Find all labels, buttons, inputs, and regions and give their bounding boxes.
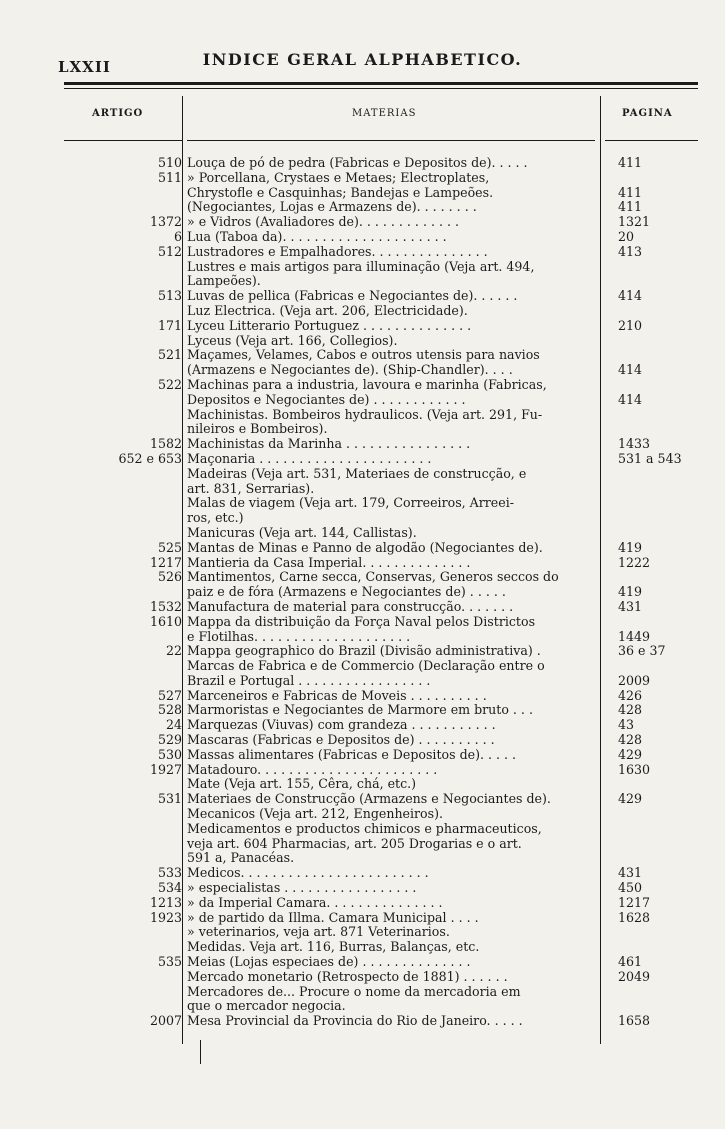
column-header-materias: MATERIAS [352,108,417,119]
index-artigo: 527 [157,687,182,703]
index-materia: Marceneiros e Fabricas de Moveis . . . . . . . . . . [187,687,487,703]
index-materia: Luvas de pellica (Fabricas e Negociantes de). . . . . . [187,288,518,304]
index-pagina: 431 [618,865,643,881]
index-pagina: 1321 [618,214,651,230]
index-pagina: 414 [618,362,643,378]
index-row [0,186,725,201]
index-artigo: 1217 [149,554,182,570]
index-row [0,422,725,437]
index-pagina: 1630 [618,761,651,777]
index-row [0,630,725,645]
index-row [0,319,725,334]
index-materia: Maçames, Velames, Cabos e outros utensis para navios [187,347,540,363]
index-row [0,156,725,171]
index-row [0,245,725,260]
index-row [0,215,725,230]
index-materia: Louça de pó de pedra (Fabricas e Depositos de). . . . . [187,155,528,170]
index-row [0,556,725,571]
index-artigo: 1927 [149,761,182,777]
index-row [0,585,725,600]
index-artigo: 535 [157,954,182,970]
index-materia: Lustres e mais artigos para illuminação (Veja art. 494, [187,258,535,274]
index-table [0,156,725,1029]
index-row [0,289,725,304]
index-row [0,866,725,881]
index-materia: Marcas de Fabrica e de Commercio (Declaração entre o [187,658,545,674]
index-artigo: 512 [157,243,182,259]
index-artigo: 171 [157,317,182,333]
page-title: INDICE GERAL ALPHABETICO. [202,50,523,69]
index-row [0,334,725,349]
index-materia: Manicuras (Veja art. 144, Callistas). [187,524,417,540]
index-pagina: 2009 [618,672,651,688]
index-row [0,777,725,792]
index-pagina: 210 [618,317,643,333]
index-row [0,911,725,926]
index-materia: Maçonaria . . . . . . . . . . . . . . . . . . . . . . [187,450,432,466]
index-row [0,748,725,763]
index-materia: Lustradores e Empalhadores. . . . . . . . . . . . . . . [187,243,488,259]
index-materia: » veterinarios, veja art. 871 Veterinarios. [187,924,450,940]
index-pagina: 531 a 543 [618,450,682,466]
index-materia: nileiros e Bombeiros). [187,421,328,437]
index-artigo: 510 [157,155,182,170]
index-materia: Massas alimentares (Fabricas e Depositos de). . . . . [187,746,517,762]
index-artigo: 530 [157,746,182,762]
index-pagina: 413 [618,243,643,259]
index-row [0,348,725,363]
index-artigo: 1582 [149,436,182,452]
index-materia: Mesa Provincial da Provincia do Rio de Janeiro. . . . . [187,1013,523,1029]
index-materia: Machinas para a industria, lavoura e marinha (Fabricas, [187,376,547,392]
index-materia: Lampeões). [187,273,261,289]
index-pagina: 429 [618,791,643,807]
index-pagina: 414 [618,391,643,407]
index-pagina: 431 [618,598,643,614]
index-artigo: 2007 [149,1013,182,1029]
index-materia: Depositos e Negociantes de) . . . . . . . . . . . . [187,391,466,407]
index-materia: Mantas de Minas e Panno de algodão (Negociantes de). [187,539,543,555]
index-artigo: 24 [165,717,182,733]
index-row [0,792,725,807]
index-row [0,659,725,674]
index-artigo: 529 [157,732,182,748]
index-row [0,541,725,556]
index-row [0,363,725,378]
index-artigo: 6 [173,228,182,244]
index-row [0,822,725,837]
index-pagina: 428 [618,702,643,718]
index-row [0,837,725,852]
index-artigo: 513 [157,288,182,304]
index-materia: paiz e de fóra (Armazens e Negociantes de) . . . . . [187,584,506,600]
index-row [0,511,725,526]
index-materia: art. 831, Serrarias). [187,480,315,496]
index-materia: » especialistas . . . . . . . . . . . . . . . . . [187,880,417,896]
index-materia: » da Imperial Camara. . . . . . . . . . . . . . . [187,894,443,910]
index-materia: Mecanicos (Veja art. 212, Engenheiros). [187,806,444,822]
index-materia: Matadouro. . . . . . . . . . . . . . . . . . . . . . . [187,761,438,777]
index-row [0,703,725,718]
index-row [0,807,725,822]
index-artigo: 22 [165,643,182,659]
index-artigo: 534 [157,880,182,896]
index-row [0,230,725,245]
index-materia: Mappa geographico do Brazil (Divisão administrativa) . [187,643,541,659]
index-materia: Marquezas (Viuvas) com grandeza . . . . . . . . . . . [187,717,496,733]
index-row [0,925,725,940]
index-pagina: 419 [618,539,643,555]
index-artigo: 511 [157,169,182,185]
index-pagina: 1433 [618,436,651,452]
index-materia: Madeiras (Veja art. 531, Materiaes de construcção, e [187,465,527,481]
index-row [0,600,725,615]
index-row [0,437,725,452]
index-artigo: 531 [157,791,182,807]
index-pagina: 419 [618,584,643,600]
index-materia: Mercado monetario (Retrospecto de 1881) . . . . . . [187,968,508,984]
index-pagina: 43 [618,717,635,733]
index-pagina: 1449 [618,628,651,644]
index-materia: Mercadores de... Procure o nome da mercadoria em [187,983,521,999]
index-pagina: 411 [618,155,643,170]
index-materia: Mate (Veja art. 155, Cêra, chá, etc.) [187,776,417,792]
index-artigo: 526 [157,569,182,585]
index-row [0,733,725,748]
index-row [0,526,725,541]
index-pagina: 426 [618,687,643,703]
index-materia: Medicamentos e productos chimicos e pharmaceuticos, [187,820,542,836]
index-pagina: 429 [618,746,643,762]
index-materia: Lua (Taboa da). . . . . . . . . . . . . . . . . . . . . [187,228,447,244]
index-materia: que o mercador negocia. [187,998,346,1014]
index-pagina: 36 e 37 [618,643,666,659]
index-row [0,1014,725,1029]
index-materia: e Flotilhas. . . . . . . . . . . . . . . . . . . . [187,628,411,644]
index-pagina: 1658 [618,1013,651,1029]
index-row [0,304,725,319]
index-pagina: 1217 [618,894,651,910]
index-artigo: 1532 [149,598,182,614]
index-materia: Lyceu Litterario Portuguez . . . . . . . . . . . . . . [187,317,472,333]
index-materia: Machinistas da Marinha . . . . . . . . . . . . . . . . [187,436,471,452]
index-row [0,718,725,733]
index-row [0,482,725,497]
index-pagina: 1628 [618,909,651,925]
index-artigo: 1923 [149,909,182,925]
index-artigo: 522 [157,376,182,392]
index-materia: Mascaras (Fabricas e Depositos de) . . . . . . . . . . [187,732,495,748]
index-artigo: 1610 [149,613,182,629]
index-artigo: 1213 [149,894,182,910]
index-artigo: 521 [157,347,182,363]
index-row [0,408,725,423]
index-materia: Medicos. . . . . . . . . . . . . . . . . . . . . . . . [187,865,429,881]
index-row [0,496,725,511]
index-row [0,200,725,215]
index-pagina: 1222 [618,554,651,570]
index-materia: ros, etc.) [187,510,244,526]
index-materia: Luz Electrica. (Veja art. 206, Electricidade). [187,302,468,318]
index-materia: Meias (Lojas especiaes de) . . . . . . . . . . . . . . [187,954,471,970]
index-row [0,881,725,896]
column-header-rule-right [605,140,698,141]
index-materia: Marmoristas e Negociantes de Marmore em bruto . . . [187,702,533,718]
column-header-rule-left [64,140,182,141]
index-pagina: 411 [618,199,643,215]
index-row [0,570,725,585]
index-materia: Chrystofle e Casquinhas; Bandejas e Lampeões. [187,184,494,200]
index-materia: 591 a, Panacéas. [187,850,295,866]
column-header-artigo: ARTIGO [92,108,144,119]
index-row [0,615,725,630]
index-materia: Medidas. Veja art. 116, Burras, Balanças, etc. [187,939,480,955]
index-materia: Mantieria da Casa Imperial. . . . . . . . . . . . . . [187,554,471,570]
index-pagina: 414 [618,288,643,304]
index-materia: Mantimentos, Carne secca, Conservas, Generos seccos do [187,569,559,585]
index-materia: » de partido da Illma. Camara Municipal . . . . [187,909,479,925]
index-materia: Brazil e Portugal . . . . . . . . . . . . . . . . . [187,672,431,688]
index-row [0,171,725,186]
index-materia: Lyceus (Veja art. 166, Collegios). [187,332,398,348]
index-row [0,970,725,985]
index-pagina: 461 [618,954,643,970]
index-materia: Mappa da distribuição da Força Naval pelos Districtos [187,613,536,629]
index-materia: Materiaes de Construcção (Armazens e Negociantes de). [187,791,551,807]
index-materia: » e Vidros (Avaliadores de). . . . . . . . . . . . . [187,214,459,230]
index-row [0,274,725,289]
column-header-rule-middle [187,140,595,141]
index-row [0,999,725,1014]
index-pagina: 411 [618,184,643,200]
index-row [0,955,725,970]
index-pagina: 2049 [618,968,651,984]
index-row [0,467,725,482]
page-number: LXXII [58,58,111,76]
index-row [0,644,725,659]
index-row [0,378,725,393]
header-rule-thin [64,88,698,89]
index-artigo: 1372 [149,214,182,230]
index-materia: Machinistas. Bombeiros hydraulicos. (Veja art. 291, Fu- [187,406,543,422]
header-rule-thick [64,82,698,85]
index-row [0,985,725,1000]
index-pagina: 20 [618,228,635,244]
index-row [0,674,725,689]
index-row [0,763,725,778]
index-materia: Manufactura de material para construcção. . . . . . . [187,598,514,614]
index-pagina: 450 [618,880,643,896]
index-materia: veja art. 604 Pharmacias, art. 205 Drogarias e o art. [187,835,522,851]
index-pagina: 428 [618,732,643,748]
index-artigo: 528 [157,702,182,718]
index-materia: » Porcellana, Crystaes e Metaes; Electroplates, [187,169,490,185]
index-row [0,393,725,408]
index-materia: Malas de viagem (Veja art. 179, Correeiros, Arreei- [187,495,514,511]
index-materia: (Armazens e Negociantes de). (Ship-Chandler). . . . [187,362,513,378]
index-row [0,452,725,467]
index-row [0,689,725,704]
index-row [0,940,725,955]
index-row [0,851,725,866]
index-artigo: 652 e 653 [118,450,182,466]
index-artigo: 525 [157,539,182,555]
bottom-divider [200,1040,201,1064]
index-row [0,260,725,275]
column-header-pagina: PAGINA [622,108,673,119]
index-materia: (Negociantes, Lojas e Armazens de). . . . . . . . [187,199,477,215]
index-artigo: 533 [157,865,182,881]
index-row [0,896,725,911]
